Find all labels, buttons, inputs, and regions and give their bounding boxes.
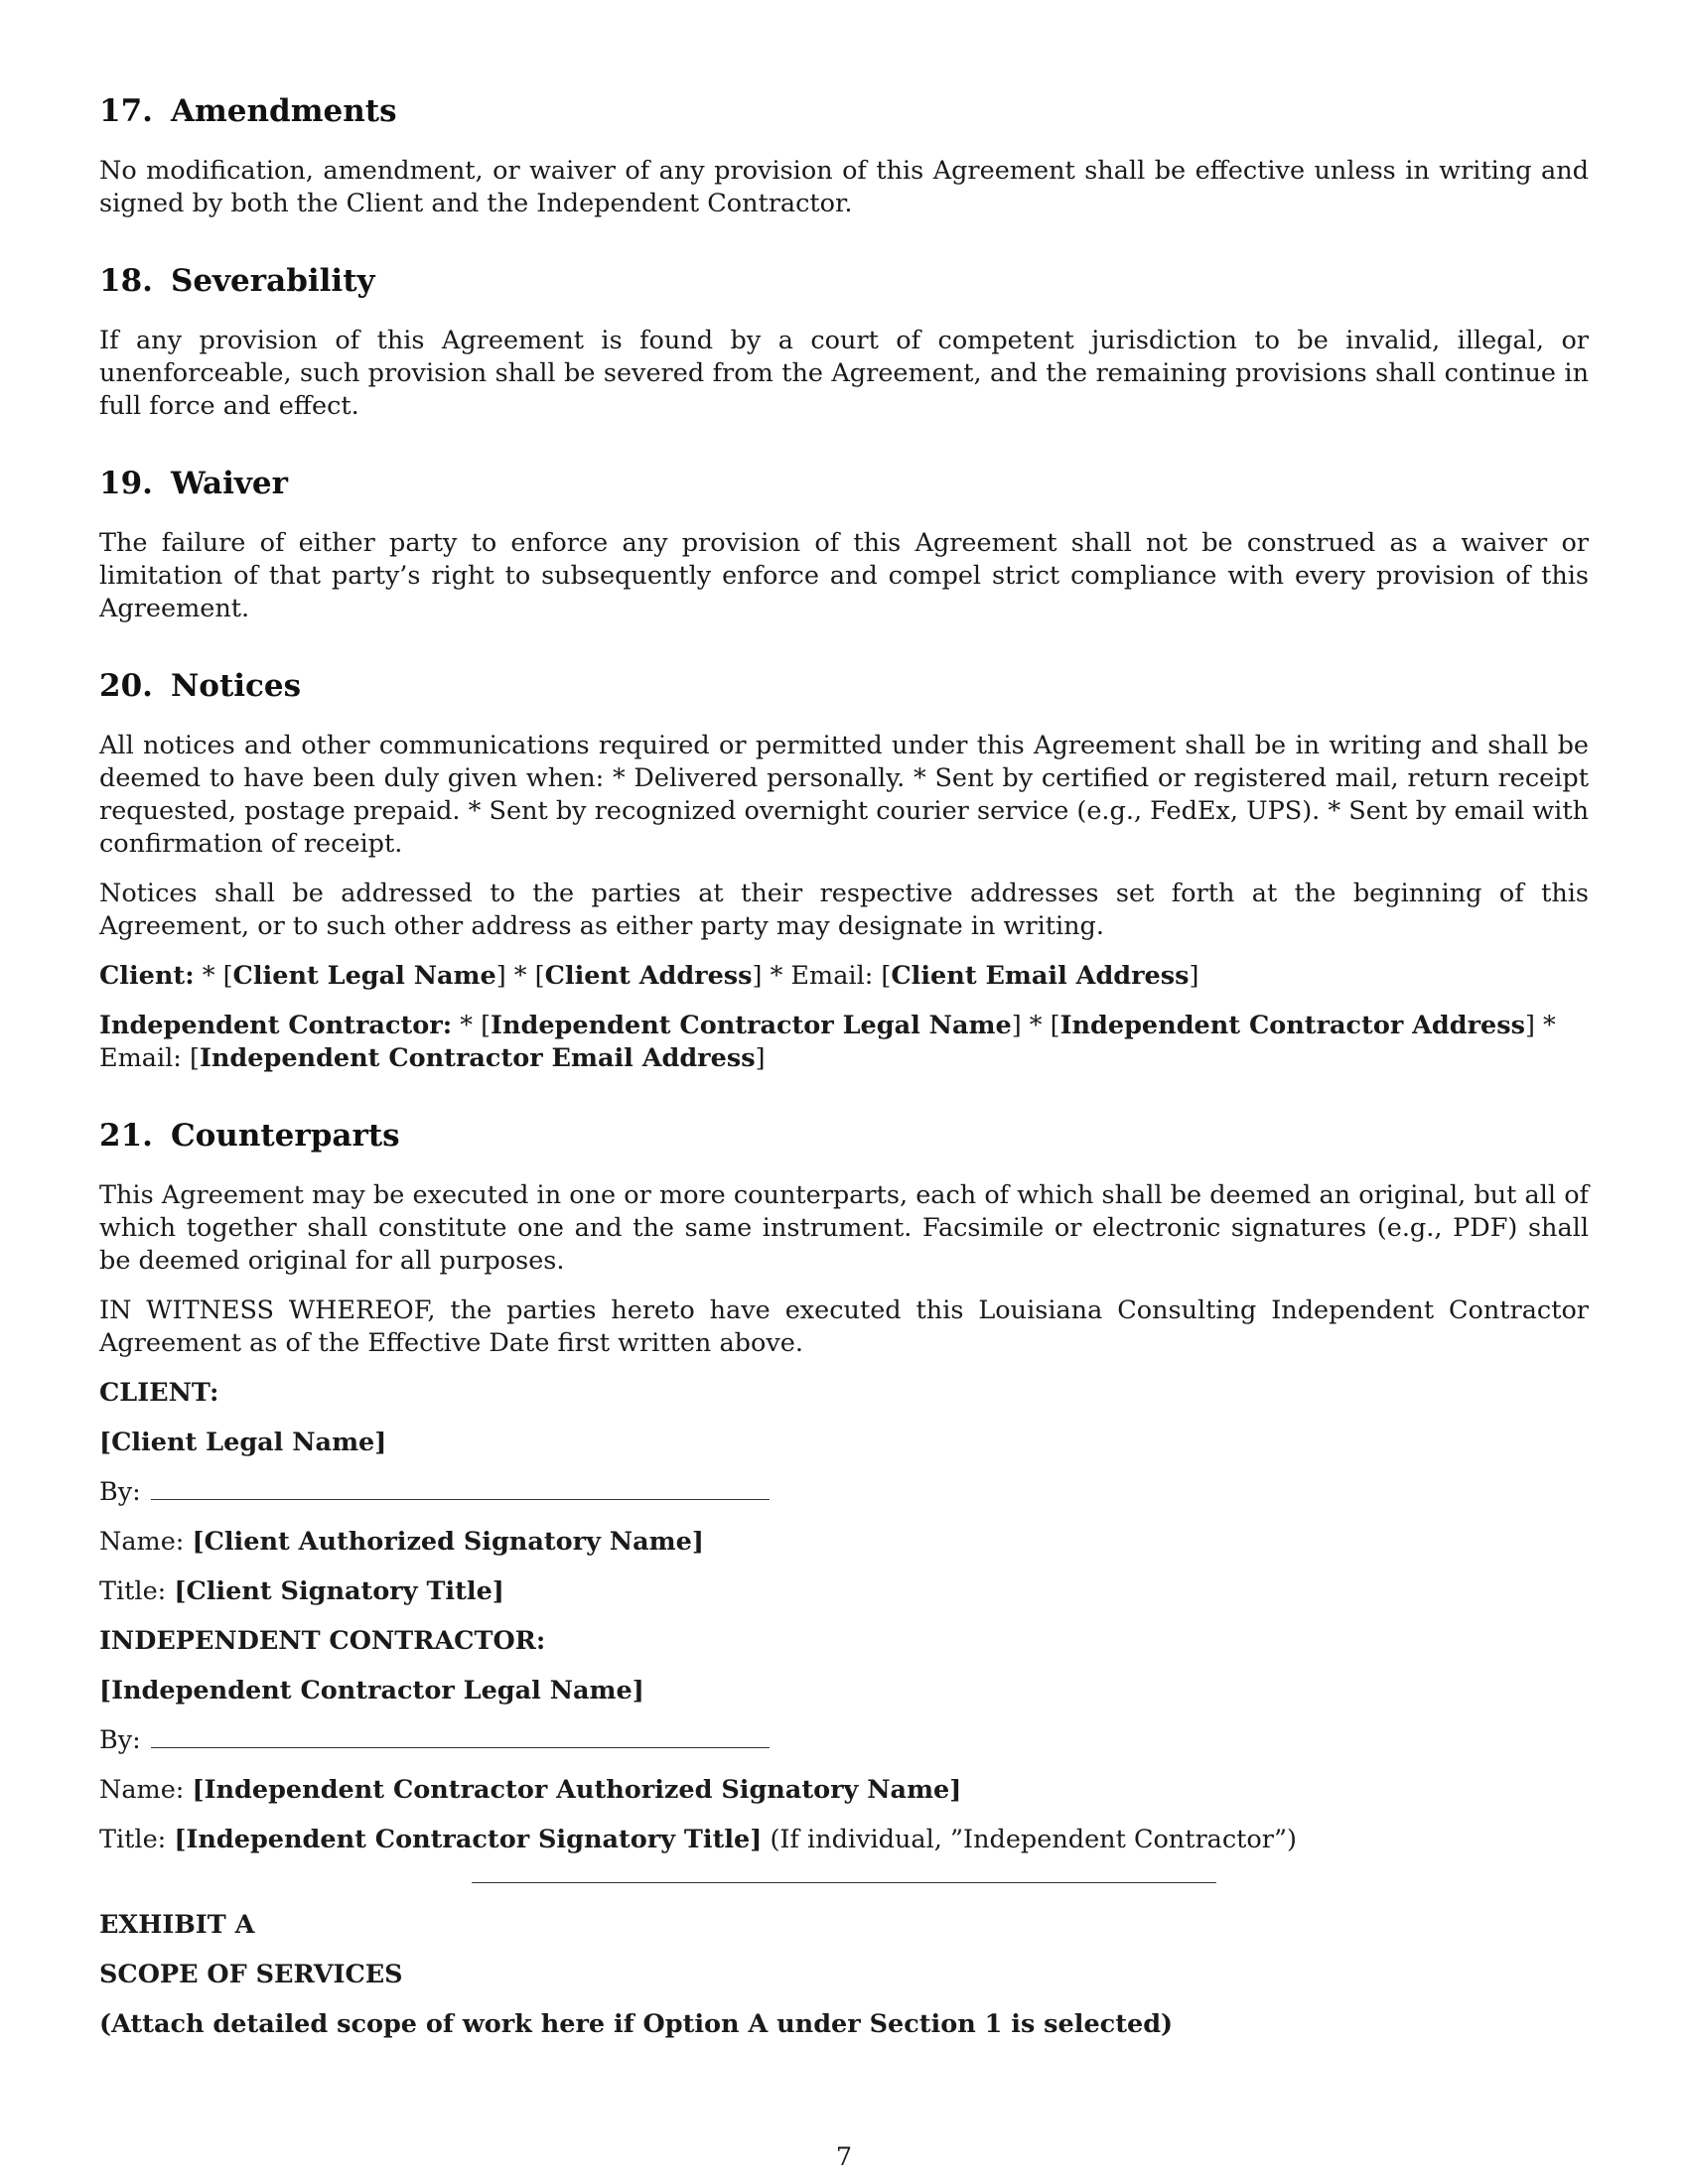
section-heading [99, 666, 1589, 706]
placeholder-text: Independent Contractor Signatory Title [186, 1825, 751, 1854]
section-body: The failure of either party to enforce any provision of this Agreement shall not be construed as a waiver or limitation of that party’s right to subsequently enforce and compel strict compliance with every provision of this Agreement. [99, 528, 1589, 623]
placeholder-text: Client Signatory Title [186, 1576, 492, 1606]
separator: ] * Email: [ [99, 1011, 1556, 1073]
separator: * [ [194, 961, 233, 991]
section-number: 18. [99, 263, 153, 299]
heading-text: CLIENT: [99, 1378, 219, 1408]
contractor-signature-heading [99, 1625, 1589, 1658]
section-counterparts [99, 1116, 1589, 2041]
document-page [99, 91, 1589, 2058]
page-number: 7 [835, 2142, 853, 2172]
client-notice-address [99, 960, 1589, 993]
section-heading [99, 91, 1589, 131]
separator: * [ [452, 1011, 492, 1040]
heading-text: INDEPENDENT CONTRACTOR: [99, 1626, 546, 1656]
separator: ] * Email: [ [752, 961, 892, 991]
section-number: 19. [99, 466, 153, 501]
client-label: Client: [99, 961, 195, 991]
separator: ] [1189, 961, 1199, 991]
exhibit-subtitle [99, 1959, 1589, 1991]
section-body: All notices and other communications required or permitted under this Agreement shall be in writing and shall be deemed to have been duly given when: * Delivered personally. * Sent by certified or registered mail, return receipt requested, postage prepaid. * Sent by recognized overnight courier service (e.g., FedEx, UPS). * Sent by email with confirmation of receipt. [99, 731, 1589, 859]
client-email-placeholder: Client Email Address [891, 961, 1190, 991]
contractor-legal-name: [Independent Contractor Legal Name] [99, 1676, 644, 1706]
section-number: 21. [99, 1118, 153, 1154]
contractor-notice-address [99, 1010, 1589, 1075]
contractor-signature-line[interactable] [151, 1727, 770, 1748]
section-title: Waiver [170, 466, 288, 501]
client-legal-name: [Client Legal Name] [99, 1428, 387, 1457]
by-label: By: [99, 1725, 141, 1755]
client-signature-line[interactable] [151, 1479, 770, 1500]
section-notices [99, 666, 1589, 1075]
client-name-placeholder: Client Legal Name [232, 961, 496, 991]
section-body: This Agreement may be executed in one or more counterparts, each of which shall be deemed an original, but all of which together shall constitute one and the same instrument. Facsimile or electronic signatures (e.g., PDF) shall be deemed original for all purposes. [99, 1180, 1589, 1276]
section-title: Severability [170, 263, 375, 299]
section-number: 17. [99, 93, 153, 129]
section-heading [99, 1116, 1589, 1156]
section-severability [99, 261, 1589, 423]
contractor-name-line: Name: [Independent Contractor Authorized Signatory Name] [99, 1775, 962, 1805]
contractor-title-line: Title: [Independent Contractor Signatory Title] (If individual, ”Independent Contractor”) [99, 1825, 1297, 1854]
section-title: Counterparts [170, 1118, 400, 1154]
separator: ] * [ [495, 961, 545, 991]
separator: ] * [ [1011, 1011, 1060, 1040]
section-heading [99, 261, 1589, 301]
name-label: Name: [99, 1775, 185, 1805]
section-body: No modification, amendment, or waiver of any provision of this Agreement shall be effective unless in writing and signed by both the Client and the Independent Contractor. [99, 156, 1589, 218]
client-address-placeholder: Client Address [544, 961, 753, 991]
placeholder-text: Independent Contractor Authorized Signatory Name [204, 1775, 950, 1805]
contractor-name-placeholder: Independent Contractor Legal Name [491, 1011, 1012, 1040]
exhibit-title [99, 1909, 1589, 1942]
section-title: Notices [170, 668, 302, 704]
section-title: Amendments [170, 93, 397, 129]
contractor-address-placeholder: Independent Contractor Address [1059, 1011, 1525, 1040]
title-label: Title: [99, 1825, 167, 1854]
client-title-line: Title: [Client Signatory Title] [99, 1576, 504, 1606]
contractor-by-line [99, 1724, 1589, 1757]
section-amendments [99, 91, 1589, 220]
client-signature-heading [99, 1377, 1589, 1410]
section-number: 20. [99, 668, 153, 704]
section-body: Notices shall be addressed to the parties at their respective addresses set forth at the beginning of this Agreement, or to such other address as either party may designate in writing. [99, 879, 1589, 941]
section-heading [99, 464, 1589, 503]
separator: ] [755, 1043, 766, 1073]
placeholder-text: Independent Contractor Legal Name [111, 1676, 633, 1706]
title-note: (If individual, ”Independent Contractor”) [762, 1825, 1297, 1854]
contractor-label: Independent Contractor: [99, 1011, 453, 1040]
horizontal-rule [472, 1882, 1216, 1883]
placeholder-text: Client Legal Name [111, 1428, 375, 1457]
title-label: Title: [99, 1576, 167, 1606]
client-by-line [99, 1476, 1589, 1509]
heading-text: SCOPE OF SERVICES [99, 1960, 403, 1989]
client-name-line: Name: [Client Authorized Signatory Name] [99, 1527, 704, 1557]
placeholder-text: Client Authorized Signatory Name [204, 1527, 692, 1557]
heading-text: (Attach detailed scope of work here if Option A under Section 1 is selected) [99, 2009, 1174, 2039]
name-label: Name: [99, 1527, 185, 1557]
witness-clause: IN WITNESS WHEREOF, the parties hereto have executed this Louisiana Consulting Independent Contractor Agreement as of the Effective Date first written above. [99, 1296, 1589, 1358]
exhibit-note [99, 2008, 1589, 2041]
contractor-email-placeholder: Independent Contractor Email Address [199, 1043, 756, 1073]
section-waiver [99, 464, 1589, 625]
section-body: If any provision of this Agreement is found by a court of competent jurisdiction to be invalid, illegal, or unenforceable, such provision shall be severed from the Agreement, and the remaining provisions shall continue in full force and effect. [99, 326, 1589, 421]
by-label: By: [99, 1477, 141, 1507]
heading-text: EXHIBIT A [99, 1910, 255, 1940]
